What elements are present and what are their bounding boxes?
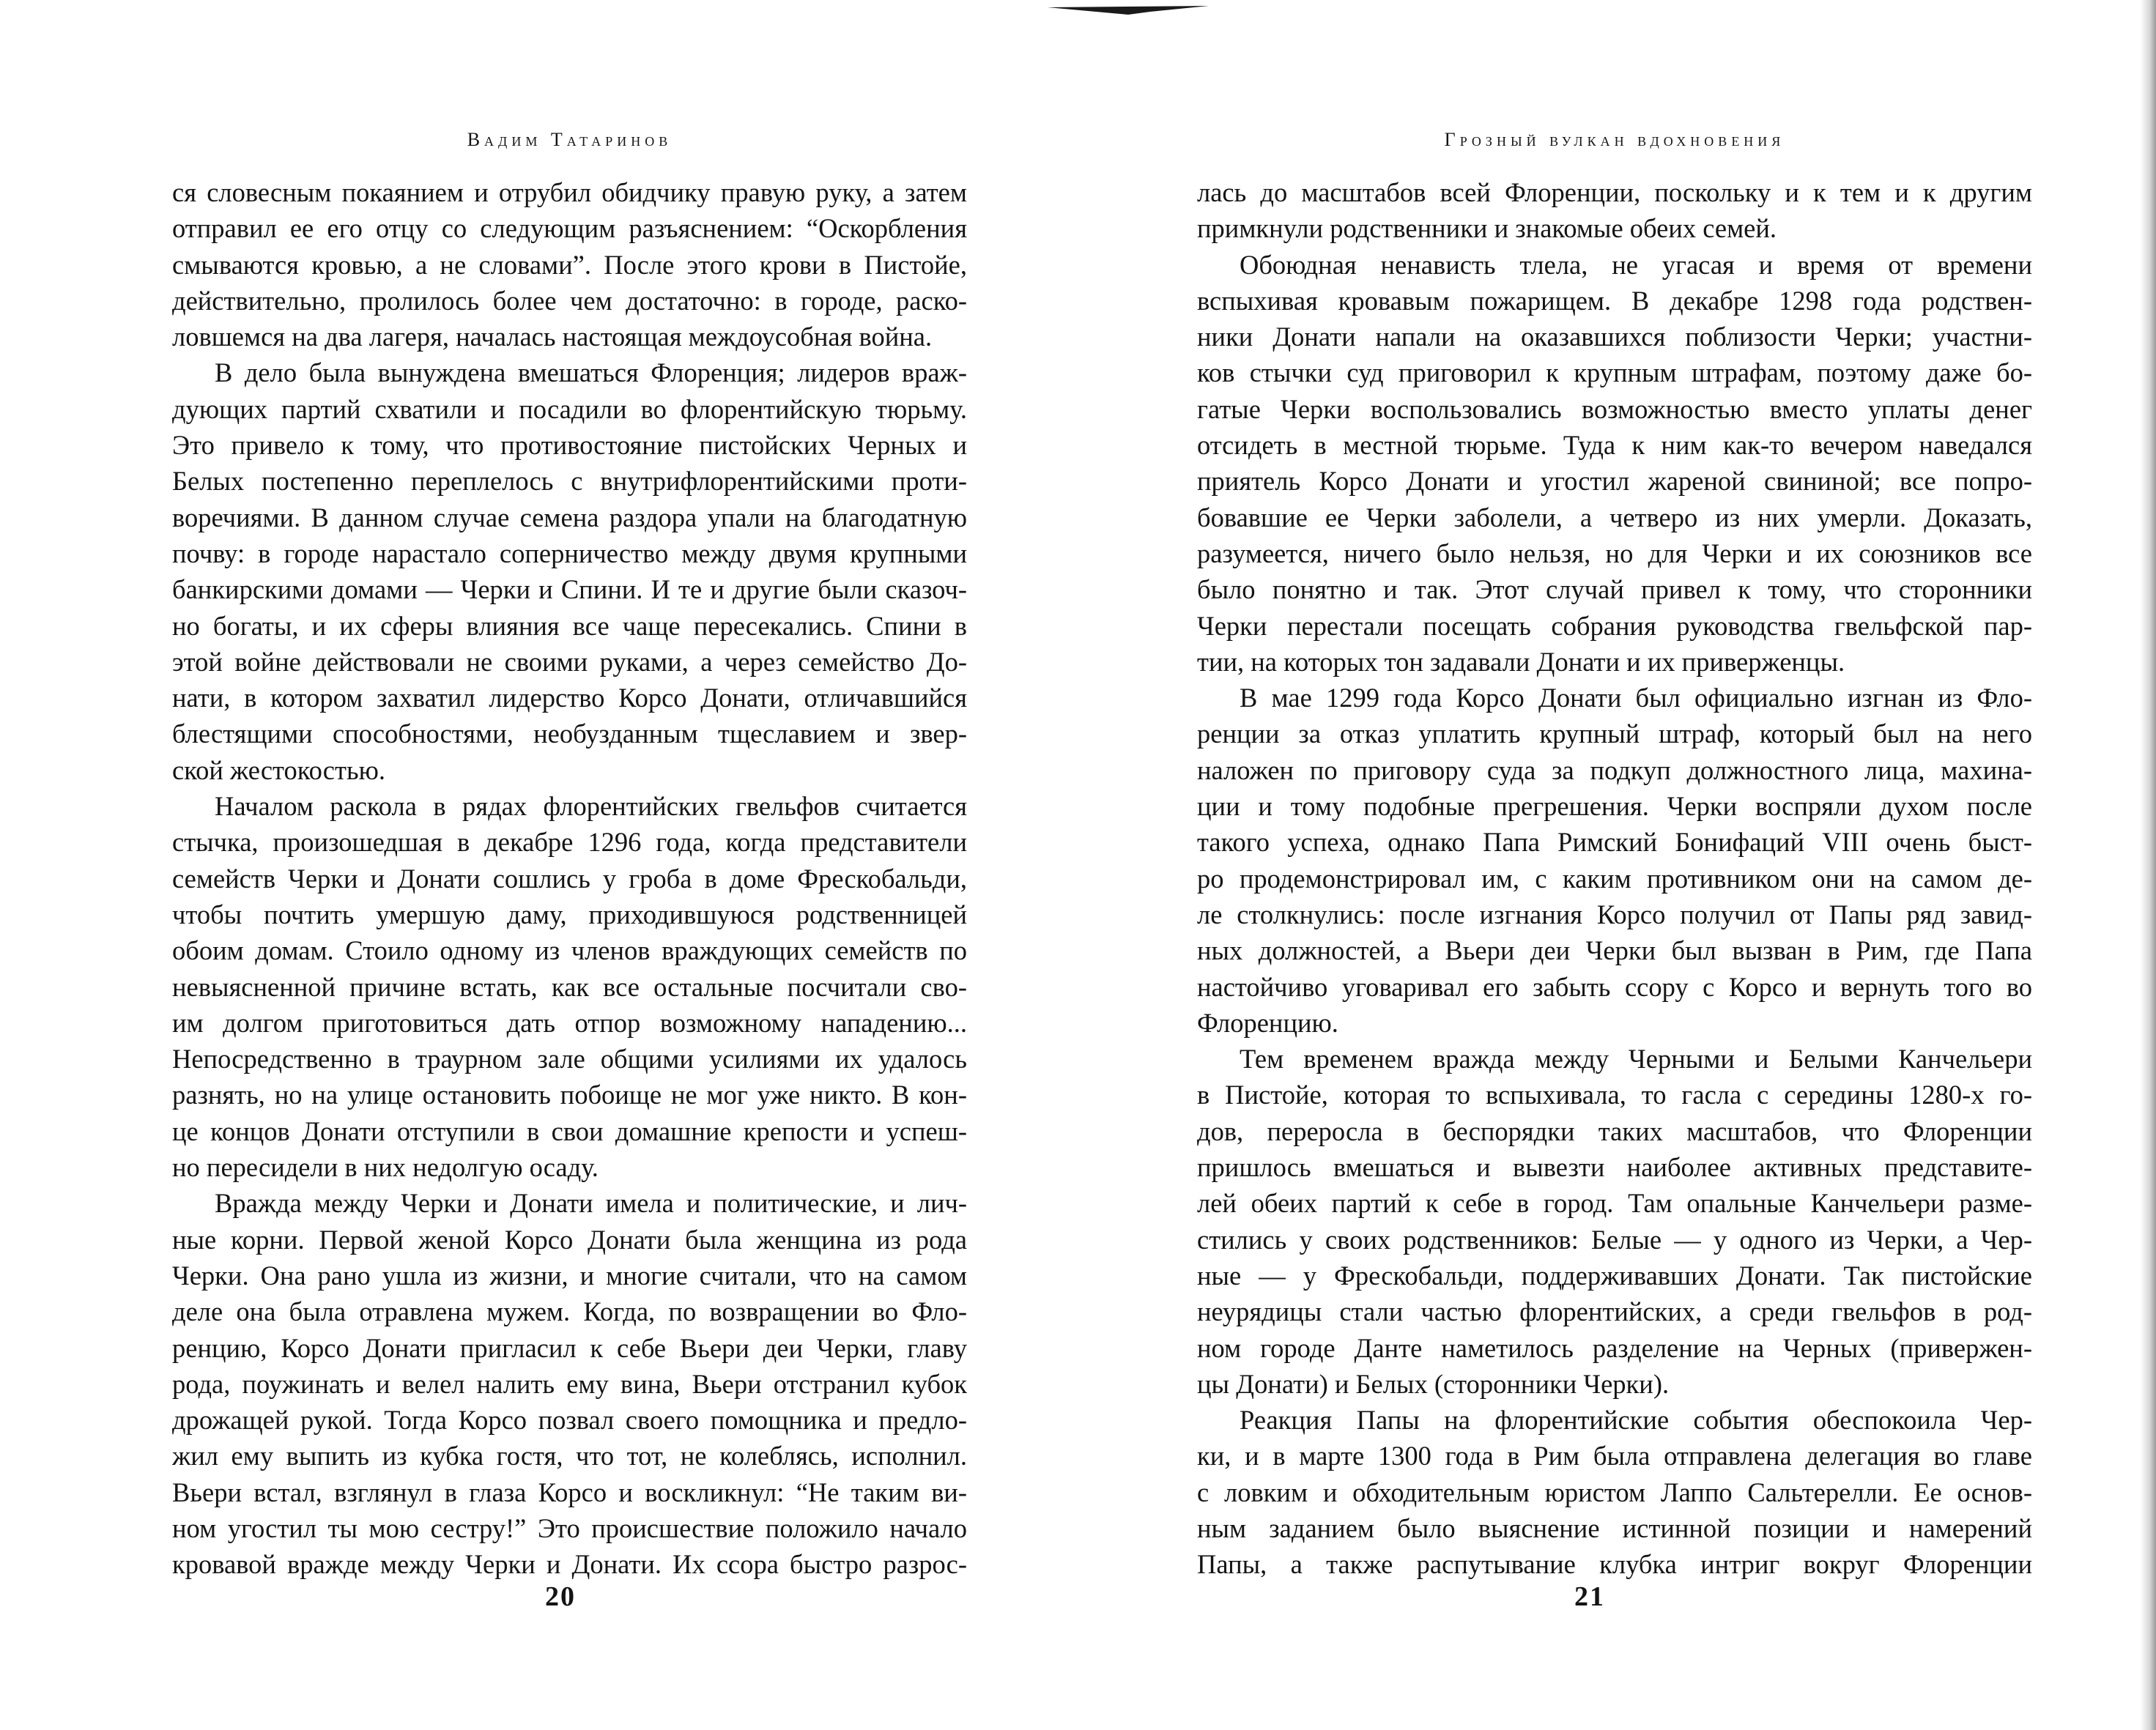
text-line: настойчиво уговаривал его забыть ссору с Корсо и вернуть того во bbox=[1197, 971, 2032, 1002]
text-line: рода, поужинать и велел налить ему вина, Вьери отстранил кубок bbox=[172, 1368, 967, 1399]
text-line: дующих партий схватили и посадили во флорентийскую тюрьму. bbox=[172, 393, 967, 424]
text-line: В дело была вынуждена вмешаться Флоренция; лидеров враж- bbox=[215, 357, 967, 388]
text-line: Белых постепенно переплелось с внутрифлорентийскими проти- bbox=[172, 466, 967, 497]
text-line: ловшемся на два лагеря, началась настоящая междоусобная война. bbox=[172, 322, 933, 352]
text-line: воречиями. В данном случае семена раздора упали на благодатную bbox=[172, 502, 967, 532]
text-line: ном угостил ты мою сестру!” Это происшествие положило начало bbox=[172, 1512, 967, 1543]
text-line: Папы, а также распутывание клубка интриг вокруг Флоренции bbox=[1197, 1549, 2032, 1580]
text-line: Вьери встал, взглянул в глаза Корсо и воскликнул: “Не таким ви- bbox=[172, 1477, 967, 1507]
text-line: ле столкнулись: после изгнания Корсо получил от Папы ряд завид- bbox=[1197, 899, 2032, 929]
text-line: ные — у Фрескобальди, поддерживавших Донати. Так пистойские bbox=[1197, 1260, 2032, 1291]
text-line: дов, переросла в беспорядки таких масштабов, что Флоренции bbox=[1197, 1115, 2032, 1146]
text-line: дрожащей рукой. Тогда Корсо позвал своего помощника и предло- bbox=[172, 1405, 967, 1436]
text-line: гатые Черки воспользовались возможностью вместо уплаты денег bbox=[1197, 393, 2032, 424]
text-line: ренцию, Корсо Донати пригласил к себе Вьери деи Черки, главу bbox=[172, 1332, 967, 1363]
text-line: отсидеть в местной тюрьме. Туда к ним как-то вечером наведался bbox=[1197, 430, 2032, 461]
text-line: пришлось вмешаться и вывезти наиболее активных представите- bbox=[1197, 1152, 2032, 1183]
text-line: чтобы почтить умершую даму, приходившуюся родственницей bbox=[172, 899, 967, 929]
text-line: цы Донати) и Белых (сторонники Черки). bbox=[1197, 1368, 1670, 1399]
text-line: блестящими способностями, необузданным тщеславием и звер- bbox=[172, 719, 967, 749]
text-line: це концов Донати отступили в свои домашние крепости и успеш- bbox=[172, 1115, 967, 1146]
text-line: Непосредственно в траурном зале общими усилиями их удалось bbox=[172, 1044, 967, 1074]
text-line: разнять, но на улице остановить побоище не мог уже никто. В кон- bbox=[172, 1080, 967, 1110]
text-line: стились у своих родственников: Белые — у одного из Черки, а Чер- bbox=[1197, 1224, 2032, 1255]
right-page bbox=[1143, 0, 2156, 1730]
text-line: наложен по приговору суда за подкуп должностного лица, махина- bbox=[1197, 754, 2032, 785]
text-line: этой войне действовали не своими руками, а через семейство До- bbox=[172, 646, 967, 677]
text-line: с ловким и обходительным юристом Лаппо Сальтерелли. Ее основ- bbox=[1197, 1477, 2032, 1507]
text-line: лей обеих партий к себе в город. Там опальные Канчельери разме- bbox=[1197, 1188, 2032, 1219]
text-line: отправил ее его отцу со следующим разъяснением: “Оскорбления bbox=[172, 213, 967, 244]
text-line: лась до масштабов всей Флоренции, поскольку и к тем и к другим bbox=[1197, 177, 2032, 207]
running-head-left: Вадим Татаринов bbox=[467, 129, 673, 150]
text-line: невыясненной причине встать, как все остальные посчитали сво- bbox=[172, 971, 967, 1002]
text-line: неурядицы стали частью флорентийских, а среди гвельфов в род- bbox=[1197, 1296, 2032, 1327]
text-line: вспыхивая кровавым пожарищем. В декабре 1298 года родствен- bbox=[1197, 285, 2032, 316]
text-line: деле она была отравлена мужем. Когда, по возвращении во Фло- bbox=[172, 1296, 967, 1327]
text-line: примкнули родственники и знакомые обеих семей. bbox=[1197, 213, 1777, 244]
text-line: но пересидели в них недолгую осаду. bbox=[172, 1152, 599, 1183]
text-line: смываются кровью, а не словами”. После этого крови в Пистойе, bbox=[172, 249, 967, 280]
text-line: Реакция Папы на флорентийские события обеспокоила Чер- bbox=[1240, 1405, 2032, 1436]
text-line: ренции за отказ уплатить крупный штраф, который был на него bbox=[1197, 719, 2032, 749]
text-line: ся словесным покаянием и отрубил обидчику правую руку, а затем bbox=[172, 177, 967, 207]
text-line: банкирскими домами — Черки и Спини. И те и другие были сказоч- bbox=[172, 574, 967, 605]
page-edge-shadow bbox=[2140, 0, 2156, 1730]
text-line: Черки. Она рано ушла из жизни, и многие считали, что на самом bbox=[172, 1260, 967, 1291]
text-line: приятель Корсо Донати и угостил жареной свининой; все попро- bbox=[1197, 466, 2032, 497]
text-line: действительно, пролилось более чем достаточно: в городе, раско- bbox=[172, 285, 967, 316]
text-line: бовавшие ее Черки заболели, а четверо из них умерли. Доказать, bbox=[1197, 502, 2032, 532]
text-line: тии, на которых тон задавали Донати и их приверженцы. bbox=[1197, 646, 1845, 677]
text-line: стычка, произошедшая в декабре 1296 года, когда представители bbox=[172, 827, 967, 858]
text-line: было понятно и так. Этот случай привел к тому, что сторонники bbox=[1197, 574, 2032, 605]
text-line: ным заданием было выяснение истинной позиции и намерений bbox=[1197, 1512, 2032, 1543]
text-line: ской жестокостью. bbox=[172, 754, 385, 785]
text-line: кровавой вражде между Черки и Донати. Их ссора быстро разрос- bbox=[172, 1549, 967, 1580]
text-line: Тем временем вражда между Черными и Белыми Канчельери bbox=[1240, 1044, 2032, 1074]
text-line: В мае 1299 года Корсо Донати был официально изгнан из Фло- bbox=[1240, 683, 2032, 713]
text-line: Черки перестали посещать собрания руководства гвельфской пар- bbox=[1197, 610, 2032, 641]
text-line: почву: в городе нарастало соперничество между двумя крупными bbox=[172, 538, 967, 568]
text-line: ро продемонстрировал им, с каким противником они на самом де- bbox=[1197, 863, 2032, 894]
page-number-right: 21 bbox=[1574, 1581, 1605, 1612]
text-line: ков стычки суд приговорил к крупным штрафам, поэтому даже бо- bbox=[1197, 357, 2032, 388]
text-line: Началом раскола в рядах флорентийских гвельфов считается bbox=[215, 791, 967, 822]
text-line: Вражда между Черки и Донати имела и политические, и лич- bbox=[215, 1188, 967, 1219]
text-line: разумеется, ничего было нельзя, но для Черки и их союзников все bbox=[1197, 538, 2032, 568]
left-page bbox=[0, 0, 1070, 1730]
text-line: им долгом приготовиться дать отпор возможному нападению... bbox=[172, 1007, 967, 1038]
text-line: семейств Черки и Донати сошлись у гроба в доме Фрескобальди, bbox=[172, 863, 967, 894]
text-line: Это привело к тому, что противостояние пистойских Черных и bbox=[172, 430, 967, 461]
running-head-right: Грозный вулкан вдохновения bbox=[1444, 129, 1785, 150]
text-line: ции и тому подобные прегрешения. Черки воспряли духом после bbox=[1197, 791, 2032, 822]
text-line: ники Донати напали на оказавшихся поблизости Черки; участни- bbox=[1197, 322, 2032, 352]
text-line: жил ему выпить из кубка гостя, что тот, не колеблясь, исполнил. bbox=[172, 1441, 967, 1471]
text-line: нати, в котором захватил лидерство Корсо Донати, отличавшийся bbox=[172, 683, 967, 713]
text-line: но богаты, и их сферы влияния все чаще пересекались. Спини в bbox=[172, 610, 967, 641]
right-page-body bbox=[1197, 174, 2032, 1583]
text-line: такого успеха, однако Папа Римский Бонифаций VIII очень быст- bbox=[1197, 827, 2032, 858]
text-line: ных должностей, а Вьери деи Черки был вызван в Рим, где Папа bbox=[1197, 935, 2032, 966]
left-page-body bbox=[172, 174, 967, 1583]
text-line: Флоренцию. bbox=[1197, 1007, 1338, 1038]
text-line: ки, и в марте 1300 года в Рим была отправлена делегация во главе bbox=[1197, 1441, 2032, 1471]
text-line: Обоюдная ненависть тлела, не угасая и время от времени bbox=[1240, 249, 2032, 280]
text-line: ном городе Данте наметилось разделение на Черных (привержен- bbox=[1197, 1332, 2032, 1363]
text-line: ные корни. Первой женой Корсо Донати была женщина из рода bbox=[172, 1224, 967, 1255]
text-line: в Пистойе, которая то вспыхивала, то гасла с середины 1280-х го- bbox=[1197, 1080, 2032, 1110]
text-line: обоим домам. Стоило одному из членов враждующих семейств по bbox=[172, 935, 967, 966]
page-number-left: 20 bbox=[545, 1581, 576, 1612]
